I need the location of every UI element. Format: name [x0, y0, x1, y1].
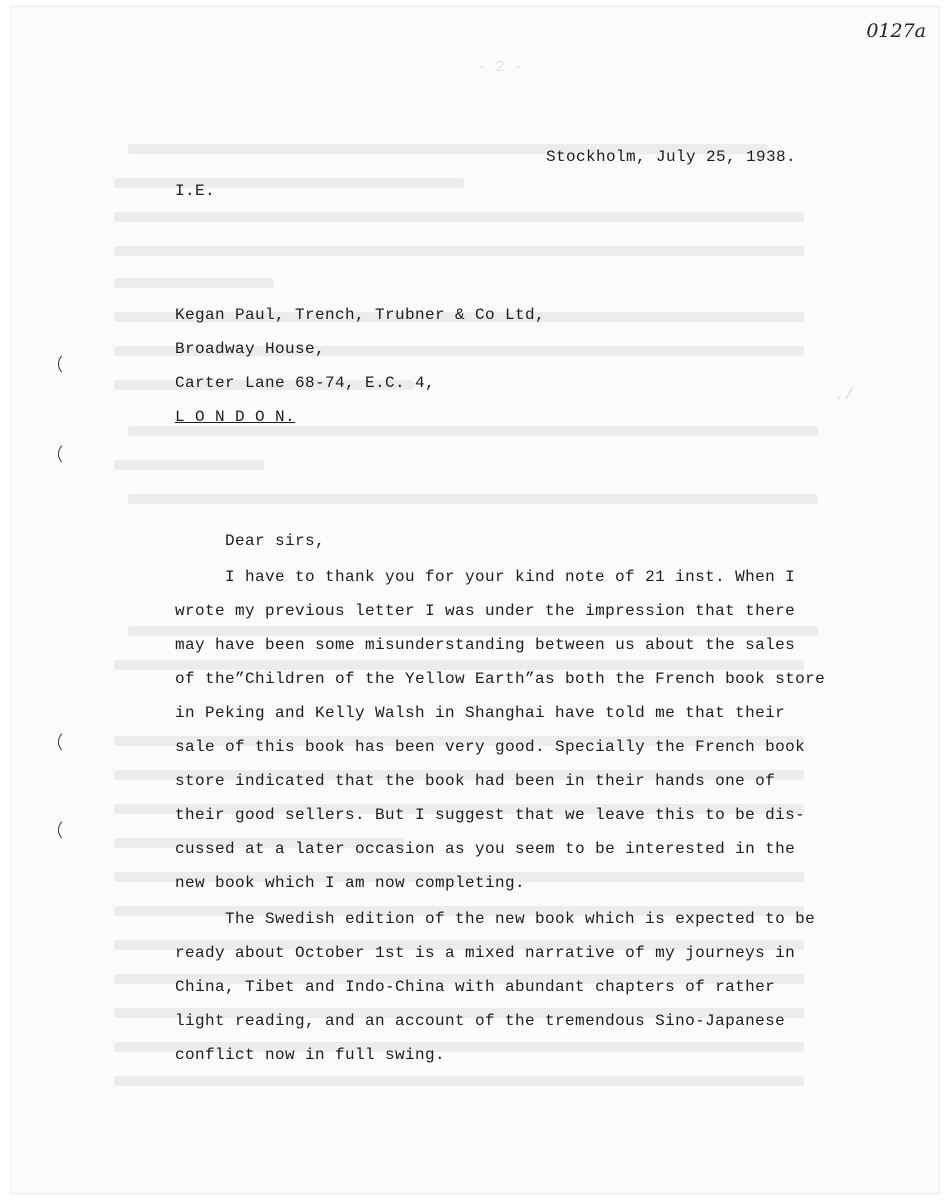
- body-line: their good sellers. But I suggest that we leave this to be dis-: [175, 806, 806, 824]
- punch-hole: [58, 352, 81, 376]
- body-line: store indicated that the book had been in their hands one of: [175, 772, 776, 790]
- body-line: may have been some misunderstanding between us about the sales: [175, 636, 796, 654]
- place-date: Stockholm, July 25, 1938.: [546, 148, 797, 166]
- body-line: China, Tibet and Indo-China with abundant chapters of rather: [175, 978, 776, 996]
- bleed-margin-mark: ./: [834, 386, 855, 405]
- archive-reference: 0127a: [866, 20, 926, 42]
- body-line: of the”Children of the Yellow Earth”as both the French book store: [175, 670, 826, 688]
- initials: I.E.: [175, 182, 216, 200]
- page-marker: - 2 -: [476, 58, 525, 76]
- body-line: in Peking and Kelly Walsh in Shanghai have told me that their: [175, 704, 786, 722]
- punch-hole: [58, 730, 81, 754]
- body-line: conflict now in full swing.: [175, 1046, 446, 1064]
- body-line: wrote my previous letter I was under the impression that there: [175, 602, 796, 620]
- letter-page: [10, 6, 940, 1194]
- recipient-name: Kegan Paul, Trench, Trubner & Co Ltd,: [175, 306, 546, 324]
- body-line: light reading, and an account of the tremendous Sino-Japanese: [175, 1012, 786, 1030]
- punch-hole: [58, 818, 81, 842]
- body-line: cussed at a later occasion as you seem to be interested in the: [175, 840, 796, 858]
- body-line: I have to thank you for your kind note of 21 inst. When I: [225, 568, 796, 586]
- body-line: sale of this book has been very good. Specially the French book: [175, 738, 806, 756]
- body-line: ready about October 1st is a mixed narrative of my journeys in: [175, 944, 796, 962]
- salutation: Dear sirs,: [225, 532, 326, 550]
- body-line: The Swedish edition of the new book which is expected to be: [225, 910, 816, 928]
- recipient-address-line: Carter Lane 68-74, E.C. 4,: [175, 374, 436, 392]
- recipient-address-line: Broadway House,: [175, 340, 326, 358]
- recipient-city: L O N D O N.: [175, 408, 296, 426]
- punch-hole: [58, 442, 81, 466]
- body-line: new book which I am now completing.: [175, 874, 526, 892]
